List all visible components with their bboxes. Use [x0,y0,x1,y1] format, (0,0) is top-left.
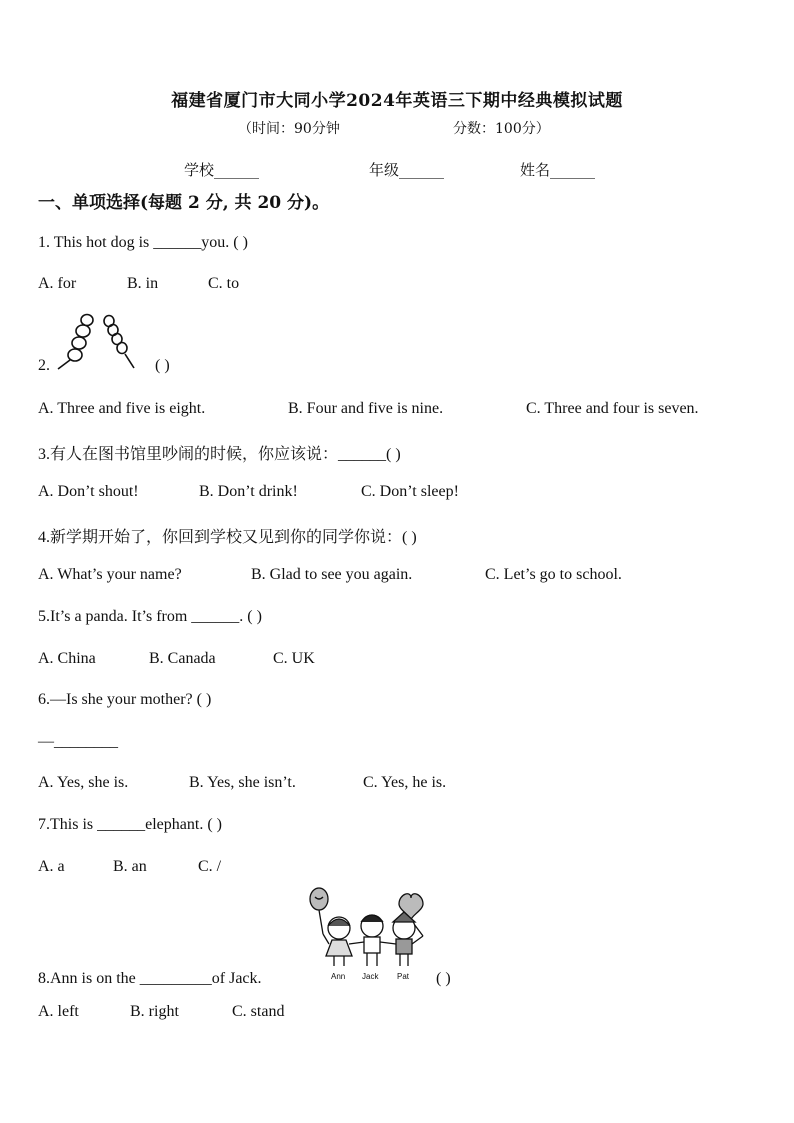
skewer-beads-picture [55,312,140,372]
question-6: 6.—Is she your mother? ( ) [38,691,212,708]
q5-option-a: A. China [38,650,96,667]
q6-option-a: A. Yes, she is. [38,774,129,791]
question-1: 1. This hot dog is ______you. ( ) [38,234,248,251]
q2-option-c: C. Three and four is seven. [526,400,699,417]
q8-bracket: ( ) [436,970,451,987]
exam-time: （时间：90分钟 [238,121,340,137]
q7-option-b: B. an [113,858,147,875]
three-children-picture [305,884,440,984]
question-7: 7.This is ______elephant. ( ) [38,816,222,833]
label-jack: Jack [362,972,379,981]
label-pat: Pat [397,972,410,981]
section-heading: 一、单项选择(每题 2 分, 共 20 分)。 [38,193,330,213]
q1-option-a: A. for [38,275,77,292]
label-ann: Ann [331,972,346,981]
q3-option-c: C. Don’t sleep! [361,483,459,500]
grade-field: 年级______ [369,161,445,179]
q5-option-c: C. UK [273,650,315,667]
question-8: 8.Ann is on the _________of Jack. [38,970,262,987]
name-field: 姓名______ [520,161,596,179]
q7-option-a: A. a [38,858,65,875]
q2-bracket: ( ) [155,357,170,374]
q4-option-b: B. Glad to see you again. [251,566,413,583]
q8-option-c: C. stand [232,1003,285,1020]
question-2: 2. [38,357,50,374]
question-5: 5.It’s a panda. It’s from ______. ( ) [38,608,262,625]
q7-option-c: C. / [198,858,222,875]
page-title: 福建省厦门市大同小学2024年英语三下期中经典模拟试题 [171,91,623,111]
q8-option-a: A. left [38,1003,79,1020]
q1-option-c: C. to [208,275,240,292]
q2-option-b: B. Four and five is nine. [288,400,444,417]
q3-option-a: A. Don’t shout! [38,483,139,500]
q2-option-a: A. Three and five is eight. [38,400,206,417]
q8-option-b: B. right [130,1003,179,1020]
question-3: 3.有人在图书馆里吵闹的时候，你应该说：______( ) [38,446,401,463]
q6-answer-line: —________ [38,733,118,750]
q4-option-c: C. Let’s go to school. [485,566,622,583]
q4-option-a: A. What’s your name? [38,566,182,583]
exam-score: 分数：100分） [453,121,550,137]
school-field: 学校______ [184,161,260,179]
q3-option-b: B. Don’t drink! [199,483,298,500]
q6-option-c: C. Yes, he is. [363,774,447,791]
q5-option-b: B. Canada [149,650,216,667]
q6-option-b: B. Yes, she isn’t. [189,774,296,791]
q1-option-b: B. in [127,275,159,292]
question-4: 4.新学期开始了，你回到学校又见到你的同学你说：( ) [38,529,417,546]
